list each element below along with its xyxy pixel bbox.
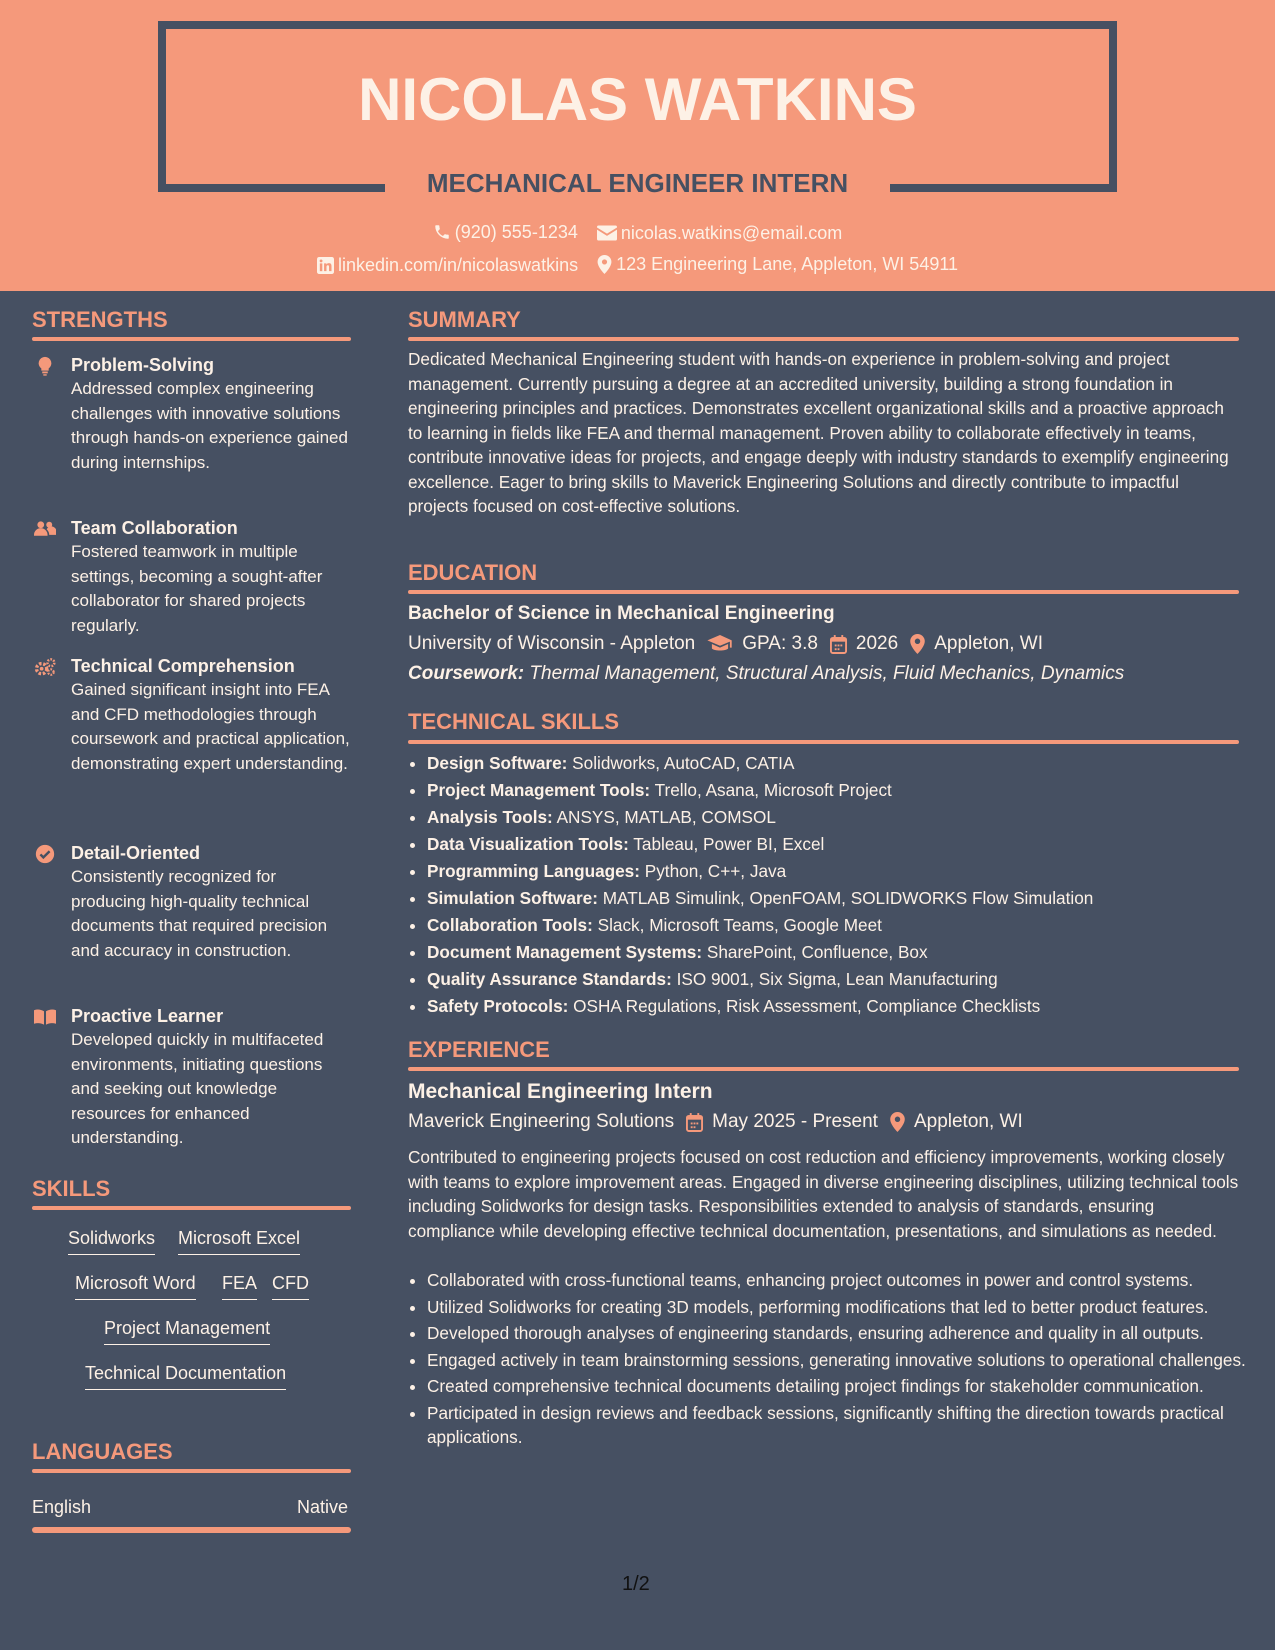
skill-tag: Technical Documentation xyxy=(85,1361,286,1390)
language-name: English xyxy=(32,1497,92,1517)
strength-description: Fostered teamwork in multiple settings, becoming a sought-after collaborator for shared projects regularly. xyxy=(71,542,323,635)
gpa-text: GPA: 3.8 xyxy=(742,633,818,654)
job-location: Appleton, WI xyxy=(913,1111,1023,1132)
strength-title: Technical Comprehension xyxy=(71,656,295,676)
skill-category: Design Software: xyxy=(427,753,568,773)
skill-category: Safety Protocols: xyxy=(427,996,569,1016)
check-circle-icon xyxy=(34,843,56,865)
linkedin-icon xyxy=(317,257,334,274)
school-location: Appleton, WI xyxy=(934,633,1043,654)
job-description: Contributed to engineering projects focused on cost reduction and efficiency improvements, working closely with teams to explore improvement areas. Engaged in diverse engineering disciplines, utilizing technical tools including Solidworks for design tasks. Responsibilities extended to analysis of standards, ensuring compliance while developing effective technical documentation, presentations, and simulations as needed. xyxy=(408,1147,1239,1241)
graduation-year: 2026 xyxy=(855,633,899,654)
strength-item xyxy=(32,1004,351,1154)
school-name: University of Wisconsin - Appleton xyxy=(408,633,696,654)
strength-title: Team Collaboration xyxy=(71,518,238,538)
list-item: • Utilized Solidworks for creating 3D models, performing modifications that led to better product features. xyxy=(427,1295,1259,1320)
skill-values: OSHA Regulations, Risk Assessment, Compliance Checklists xyxy=(573,996,1041,1016)
map-pin-icon xyxy=(890,1112,905,1132)
coursework-label: Coursework: xyxy=(408,663,525,684)
job-meta xyxy=(408,1109,1023,1135)
list-item: • Participated in design reviews and feedback sessions, significantly shifting the direction towards practical applications. xyxy=(427,1401,1259,1450)
contact-row-secondary xyxy=(0,252,1275,280)
list-item xyxy=(427,993,1259,1020)
technical-skills-heading: TECHNICAL SKILLS xyxy=(408,709,620,734)
list-item xyxy=(427,804,1259,831)
skill-tag: Microsoft Excel xyxy=(178,1226,300,1255)
strength-description: Gained significant insight into FEA and CFD methodologies through coursework and practical application, demonstrating expert understanding. xyxy=(71,680,350,773)
experience-bullets xyxy=(408,1268,1259,1452)
strength-item xyxy=(32,654,351,824)
job-title: Mechanical Engineering Intern xyxy=(408,1080,713,1103)
coursework-line xyxy=(408,661,1124,687)
technical-skills-list xyxy=(408,750,1259,1020)
skill-category: Project Management Tools: xyxy=(427,780,651,800)
skill-category: Simulation Software: xyxy=(427,888,598,908)
phone-icon xyxy=(433,223,451,241)
list-item xyxy=(427,912,1259,939)
list-item xyxy=(427,858,1259,885)
map-pin-icon xyxy=(910,634,925,654)
skill-values: Slack, Microsoft Teams, Google Meet xyxy=(597,915,882,935)
strength-item xyxy=(32,353,351,503)
phone-item[interactable] xyxy=(433,220,578,244)
list-item xyxy=(427,777,1259,804)
skill-values: Python, C++, Java xyxy=(644,861,787,881)
strength-item xyxy=(32,841,351,991)
email-item[interactable] xyxy=(597,221,842,245)
list-item xyxy=(427,966,1259,993)
lightbulb-icon xyxy=(34,355,56,377)
strength-description: Consistently recognized for producing high-quality technical documents that required precision and accuracy in construction. xyxy=(71,867,328,960)
summary-text: Dedicated Mechanical Engineering student with hands-on experience in problem-solving and project management. Currently pursuing a degree at an accredited university, building a strong foundation in engineering principles and practices. Demonstrates excellent organizational skills and a proactive approach to learning in fields like FEA and thermal management. Proven ability to collaborate effectively in teams, contribute innovative ideas for projects, and engage deeply with industry standards to exemplify engineering excellence. Eager to bring skills to Maverick Engineering Solutions and directly contribute to impactful projects focused on cost-effective solutions. xyxy=(408,349,1229,516)
skill-values: SharePoint, Confluence, Box xyxy=(706,942,928,962)
email-text: nicolas.watkins@email.com xyxy=(620,223,843,243)
list-item xyxy=(427,831,1259,858)
skill-values: Solidworks, AutoCAD, CATIA xyxy=(572,753,795,773)
strength-title: Proactive Learner xyxy=(71,1006,224,1026)
page-number: 1/2 xyxy=(622,1573,650,1595)
skill-category: Quality Assurance Standards: xyxy=(427,969,672,989)
graduation-cap-icon xyxy=(707,635,733,653)
strengths-rule xyxy=(32,337,351,341)
summary-rule xyxy=(408,337,1239,341)
candidate-name: NICOLAS WATKINS xyxy=(358,66,917,133)
envelope-icon xyxy=(597,225,617,241)
map-pin-icon xyxy=(597,255,612,274)
book-icon xyxy=(34,1006,56,1028)
education-rule xyxy=(408,590,1239,594)
skill-category: Programming Languages: xyxy=(427,861,640,881)
education-meta xyxy=(408,631,1043,657)
skill-category: Document Management Systems: xyxy=(427,942,703,962)
address-item xyxy=(597,252,958,276)
job-role-title: MECHANICAL ENGINEER INTERN xyxy=(426,168,849,198)
list-item xyxy=(427,750,1259,777)
gears-icon xyxy=(34,656,56,678)
skill-category: Collaboration Tools: xyxy=(427,915,593,935)
skill-values: MATLAB Simulink, OpenFOAM, SOLIDWORKS Flow Simulation xyxy=(602,888,1094,908)
skill-values: Trello, Asana, Microsoft Project xyxy=(654,780,892,800)
users-icon xyxy=(34,518,56,540)
strength-item xyxy=(32,516,351,636)
strength-title: Problem-Solving xyxy=(71,355,215,375)
experience-heading: EXPERIENCE xyxy=(408,1037,550,1062)
calendar-icon xyxy=(830,635,847,654)
technical-skills-rule xyxy=(408,740,1239,744)
list-item xyxy=(427,939,1259,966)
skill-category: Data Visualization Tools: xyxy=(427,834,629,854)
coursework-list: Thermal Management, Structural Analysis, Fluid Mechanics, Dynamics xyxy=(529,663,1125,684)
language-level: Native xyxy=(297,1497,349,1517)
phone-text: (920) 555-1234 xyxy=(454,222,578,242)
strength-description: Developed quickly in multifaceted environments, initiating questions and seeking out knowledge resources for enhanced understanding. xyxy=(71,1030,324,1147)
list-item: • Created comprehensive technical documents detailing project findings for stakeholder communication. xyxy=(427,1374,1259,1399)
contact-row-primary xyxy=(0,220,1275,247)
degree-title: Bachelor of Science in Mechanical Engineering xyxy=(408,603,835,624)
skills-rule xyxy=(32,1206,351,1210)
languages-rule xyxy=(32,1469,351,1473)
linkedin-text: linkedin.com/in/nicolaswatkins xyxy=(337,255,579,275)
skills-heading: SKILLS xyxy=(32,1176,111,1201)
skill-tag: Solidworks xyxy=(68,1226,155,1255)
list-item: • Developed thorough analyses of engineering standards, ensuring adherence and quality in all outputs. xyxy=(427,1321,1259,1346)
summary-heading: SUMMARY xyxy=(408,307,521,332)
skill-values: Tableau, Power BI, Excel xyxy=(633,834,825,854)
strengths-heading: STRENGTHS xyxy=(32,307,168,332)
skill-values: ANSYS, MATLAB, COMSOL xyxy=(556,807,776,827)
company-name: Maverick Engineering Solutions xyxy=(408,1111,675,1132)
language-proficiency-bar xyxy=(32,1527,351,1533)
list-item: • Collaborated with cross-functional teams, enhancing project outcomes in power and control systems. xyxy=(427,1268,1259,1293)
skill-tag: Microsoft Word xyxy=(75,1271,196,1300)
skill-tag: FEA xyxy=(222,1271,257,1300)
skill-category: Analysis Tools: xyxy=(427,807,553,827)
skill-values: ISO 9001, Six Sigma, Lean Manufacturing xyxy=(676,969,998,989)
languages-heading: LANGUAGES xyxy=(32,1439,173,1464)
list-item: • Engaged actively in team brainstorming sessions, generating innovative solutions to operational challenges. xyxy=(427,1348,1259,1373)
calendar-icon xyxy=(686,1113,703,1132)
strength-title: Detail-Oriented xyxy=(71,843,201,863)
job-dates: May 2025 - Present xyxy=(712,1111,878,1132)
list-item xyxy=(427,885,1259,912)
strength-description: Addressed complex engineering challenges with innovative solutions through hands-on experience gained during internships. xyxy=(71,379,348,472)
address-text: 123 Engineering Lane, Appleton, WI 54911 xyxy=(616,254,959,274)
experience-rule xyxy=(408,1067,1239,1071)
education-heading: EDUCATION xyxy=(408,560,538,585)
linkedin-item[interactable] xyxy=(317,253,578,277)
skill-tag: Project Management xyxy=(104,1316,270,1345)
skill-tag: CFD xyxy=(272,1271,309,1300)
